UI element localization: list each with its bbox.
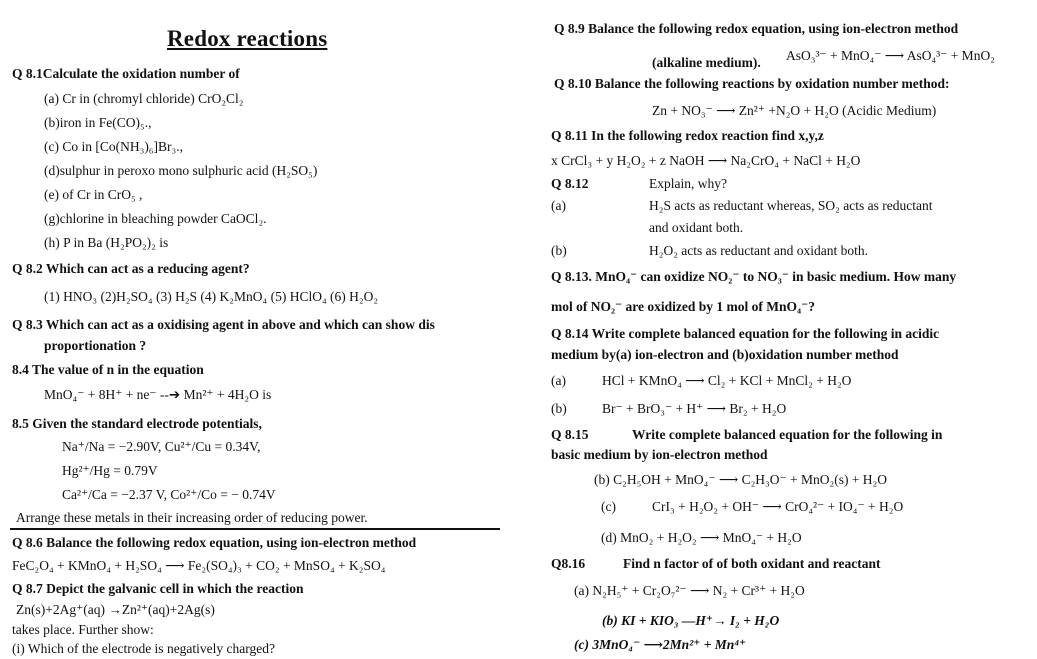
question-8-13-cont: mol of NO₂⁻ are oxidized by 1 mol of MnO₄⁻?	[551, 299, 815, 314]
question-8-16-text: Find n factor of of both oxidant and reactant	[623, 556, 881, 571]
q8-6-equation: FeC₂O₄ + KMnO₄ + H₂SO₄ ⟶ Fe₂(SO₄)₃ + CO₂ + MnSO₄ + K₂SO₄	[12, 558, 386, 573]
q8-14-part-b: Br⁻ + BrO₃⁻ + H⁺ ⟶ Br₂ + H₂O	[602, 401, 787, 416]
page-title: Redox reactions	[167, 26, 328, 51]
q8-16-part-b: (b) KI + KIO₃ —H⁺→ I₂ + H₂O	[602, 613, 780, 628]
question-8-4: 8.4 The value of n in the equation	[12, 362, 204, 377]
q8-1-part-g: (g)chlorine in bleaching powder CaOCl₂.	[44, 211, 267, 226]
q8-12-label-a: (a)	[551, 198, 566, 213]
q8-7-reaction: Zn(s)+2Ag⁺(aq) →Zn²⁺(aq)+2Ag(s)	[16, 602, 215, 617]
question-8-12: Q 8.12	[551, 176, 589, 191]
q8-9-medium: (alkaline medium).	[652, 55, 761, 70]
q8-15-label-c: (c)	[601, 499, 616, 514]
q8-1-part-b: (b)iron in Fe(CO)₅.,	[44, 115, 152, 130]
question-8-6: Q 8.6 Balance the following redox equation, using ion-electron method	[12, 535, 417, 550]
q8-12-part-a: H₂S acts as reductant whereas, SO₂ acts as reductant	[649, 198, 933, 213]
question-8-5: 8.5 Given the standard electrode potentials,	[12, 416, 262, 431]
q8-14-part-a: HCl + KMnO₄ ⟶ Cl₂ + KCl + MnCl₂ + H₂O	[602, 373, 852, 388]
q8-5-potential-1: Na⁺/Na = −2.90V, Cu²⁺/Cu = 0.34V,	[62, 439, 261, 454]
question-8-11: Q 8.11 In the following redox reaction find x,y,z	[551, 128, 824, 143]
question-8-2: Q 8.2 Which can act as a reducing agent?	[12, 261, 250, 276]
section-divider	[10, 528, 500, 530]
q8-5-instruction: Arrange these metals in their increasing order of reducing power.	[16, 510, 368, 525]
q8-7-part-i: (i) Which of the electrode is negatively charged?	[12, 641, 276, 656]
question-8-15-cont: basic medium by ion-electron method	[551, 447, 768, 462]
question-8-14: Q 8.14 Write complete balanced equation for the following in acidic	[551, 326, 940, 341]
question-8-3-cont: proportionation ?	[44, 338, 147, 353]
q8-1-part-h: (h) P in Ba (H₂PO₂)₂ is	[44, 235, 169, 250]
q8-12-prompt: Explain, why?	[649, 176, 727, 191]
q8-16-part-c: (c) 3MnO₄⁻ ⟶2Mn²⁺ + Mn⁴⁺	[574, 637, 747, 652]
question-8-1: Q 8.1Calculate the oxidation number of	[12, 66, 240, 81]
q8-1-part-d: (d)sulphur in peroxo mono sulphuric acid (H₂SO₅)	[44, 163, 318, 178]
q8-14-label-a: (a)	[551, 373, 566, 388]
q8-11-equation: x CrCl₃ + y H₂O₂ + z NaOH ⟶ Na₂CrO₄ + NaCl + H₂O	[551, 153, 861, 168]
q8-1-part-e: (e) of Cr in CrO₅ ,	[44, 187, 143, 202]
question-8-15: Q 8.15	[551, 427, 589, 442]
q8-10-equation: Zn + NO₃⁻ ⟶ Zn²⁺ +N₂O + H₂O (Acidic Medium)	[652, 103, 937, 118]
question-8-15-text: Write complete balanced equation for the following in	[632, 427, 943, 442]
q8-1-part-c: (c) Co in [Co(NH₃)₆]Br₃.,	[44, 139, 183, 154]
question-8-13: Q 8.13. MnO₄⁻ can oxidize NO₂⁻ to NO₃⁻ in basic medium. How many	[551, 269, 957, 284]
q8-4-equation: MnO₄⁻ + 8H⁺ + ne⁻ --➔ Mn²⁺ + 4H₂O is	[44, 387, 272, 402]
q8-5-potential-3: Ca²⁺/Ca = −2.37 V, Co²⁺/Co = − 0.74V	[62, 487, 276, 502]
question-8-10: Q 8.10 Balance the following reactions by oxidation number method:	[554, 76, 950, 91]
q8-15-part-b: (b) C₂H₅OH + MnO₄⁻ ⟶ C₂H₃O⁻ + MnO₂(s) + H₂O	[594, 472, 888, 487]
question-8-9: Q 8.9 Balance the following redox equation, using ion-electron method	[554, 21, 959, 36]
q8-5-potential-2: Hg²⁺/Hg = 0.79V	[62, 463, 158, 478]
question-8-3: Q 8.3 Which can act as a oxidising agent in above and which can show dis	[12, 317, 435, 332]
q8-12-part-a-cont: and oxidant both.	[649, 220, 744, 235]
q8-16-part-a: (a) N₂H₅⁺ + Cr₂O₇²⁻ ⟶ N₂ + Cr³⁺ + H₂O	[574, 583, 805, 598]
q8-7-text: takes place. Further show:	[12, 622, 154, 637]
question-8-14-cont: medium by(a) ion-electron and (b)oxidation number method	[551, 347, 899, 362]
q8-9-equation: AsO₃³⁻ + MnO₄⁻ ⟶ AsO₄³⁻ + MnO₂	[786, 48, 995, 63]
q8-2-options: (1) HNO₃ (2)H₂SO₄ (3) H₂S (4) K₂MnO₄ (5) HClO₄ (6) H₂O₂	[44, 289, 379, 304]
q8-15-part-d: (d) MnO₂ + H₂O₂ ⟶ MnO₄⁻ + H₂O	[601, 530, 802, 545]
q8-1-part-a: (a) Cr in (chromyl chloride) CrO₂Cl₂	[44, 91, 244, 106]
question-8-16: Q8.16	[551, 556, 586, 571]
q8-15-part-c: CrI₃ + H₂O₂ + OH⁻ ⟶ CrO₄²⁻ + IO₄⁻ + H₂O	[652, 499, 904, 514]
question-8-7: Q 8.7 Depict the galvanic cell in which the reaction	[12, 581, 304, 596]
q8-14-label-b: (b)	[551, 401, 567, 416]
q8-12-label-b: (b)	[551, 243, 567, 258]
q8-12-part-b: H₂O₂ acts as reductant and oxidant both.	[649, 243, 868, 258]
